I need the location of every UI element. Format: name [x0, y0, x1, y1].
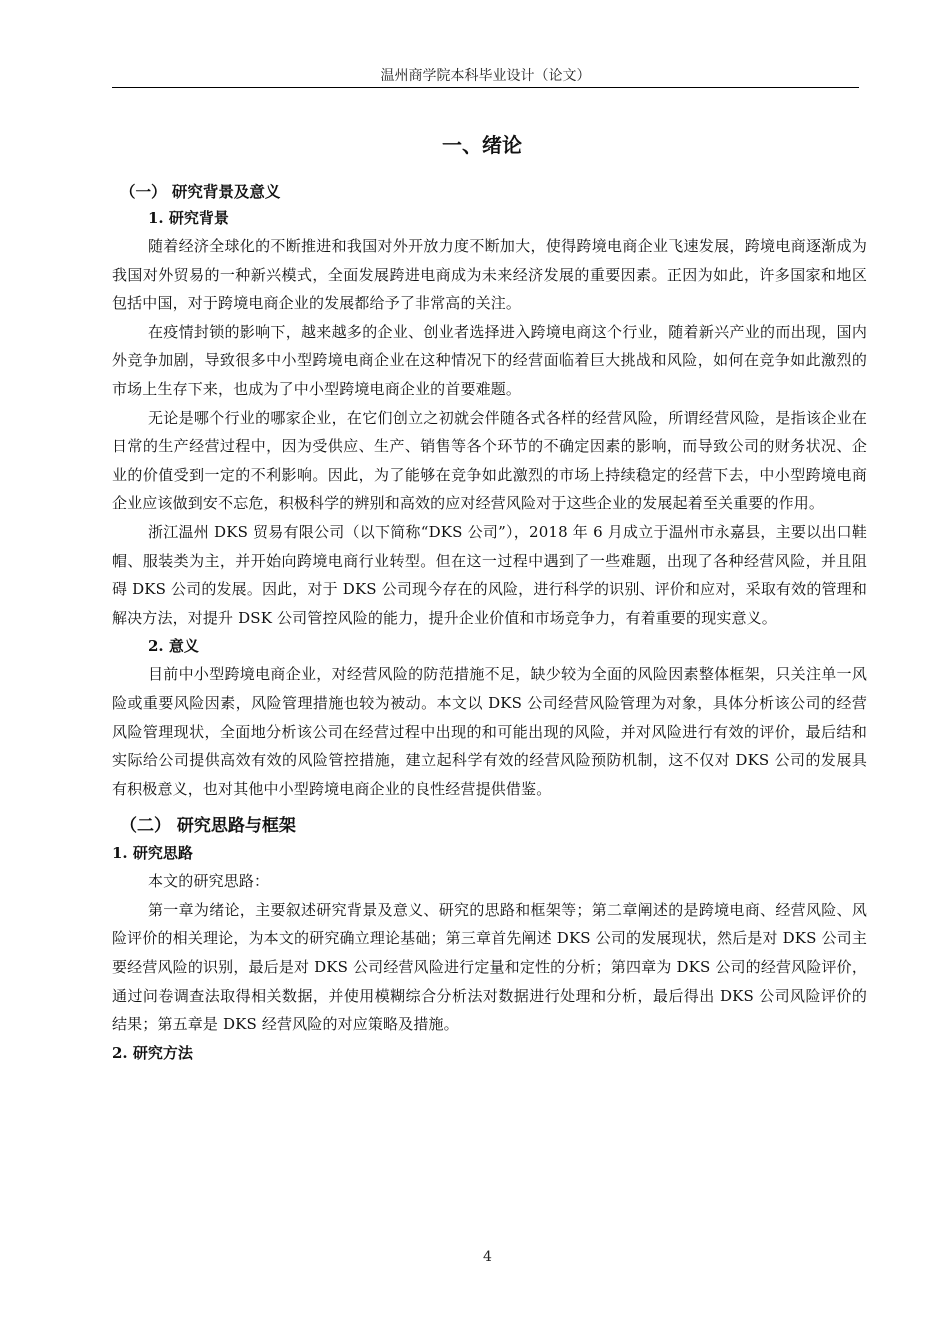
paragraph: 目前中小型跨境电商企业，对经营风险的防范措施不足，缺少较为全面的风险因素整体框架，只关注单一风险或重要风险因素，风险管理措施也较为被动。本文以 DKS 公司经营风险管理为对象，具体分析该公司的经营风险管理现状，全面地分析该公司在经营过程中出现的和可能出现的风险，并对风险进行有效的评价，最后结和实际给公司提供高效有效的风险管控措施，建立起科学有效的经营风险预防机制，这不仅对 DKS 公司的发展具有积极意义，也对其他中小型跨境电商企业的良性经营提供借鉴。 — [112, 665, 867, 798]
header-rule — [112, 87, 859, 88]
page-body — [112, 127, 867, 1067]
paragraph: 浙江温州 DKS 贸易有限公司（以下简称“DKS 公司”），2018 年 6 月成立于温州市永嘉县，主要以出口鞋帽、服装类为主，并开始向跨境电商行业转型。但在这一过程中遇到了一些难题，出现了各种经营风险，并且阻碍 DKS 公司的发展。因此，对于 DKS 公司现今存在的风险，进行科学的识别、评价和应对，采取有效的管理和解决方法，对提升 DSK 公司管控风险的能力，提升企业价值和市场竞争力，有着重要的现实意义。 — [112, 522, 867, 627]
paragraph: 随着经济全球化的不断推进和我国对外开放力度不断加大，使得跨境电商企业飞速发展，跨境电商逐渐成为我国对外贸易的一种新兴模式，全面发展跨进电商成为未来经济发展的重要因素。正因为如此，许多国家和地区包括中国，对于跨境电商企业的发展都给予了非常高的关注。 — [112, 237, 867, 313]
subsection-heading-background: 1. 研究背景 — [148, 209, 229, 227]
page-number: 4 — [483, 1249, 492, 1265]
subsection-heading-significance: 2. 意义 — [148, 637, 199, 656]
section-heading-framework: （二） 研究思路与框架 — [120, 816, 296, 837]
running-header: 温州商学院本科毕业设计（论文） — [380, 68, 591, 84]
section-heading-background: （一） 研究背景及意义 — [120, 182, 281, 201]
paragraph: 在疫情封锁的影响下，越来越多的企业、创业者选择进入跨境电商这个行业，随着新兴产业的而出现，国内外竞争加剧，导致很多中小型跨境电商企业在这种情况下的经营面临着巨大挑战和风险，如何在竞争如此激烈的市场上生存下来，也成为了中小型跨境电商企业的首要难题。 — [112, 322, 867, 398]
paragraph: 本文的研究思路： — [148, 872, 270, 891]
subsection-heading-approach: 1. 研究思路 — [112, 844, 193, 863]
paragraph: 无论是哪个行业的哪家企业，在它们创立之初就会伴随各式各样的经营风险，所谓经营风险，是指该企业在日常的生产经营过程中，因为受供应、生产、销售等各个环节的不确定因素的影响，而导致公司的财务状况、企业的价值受到一定的不利影响。因此，为了能够在竞争如此激烈的市场上持续稳定的经营下去，中小型跨境电商企业应该做到安不忘危，积极科学的辨别和高效的应对经营风险对于这些企业的发展起着至关重要的作用。 — [112, 408, 867, 513]
paragraph: 第一章为绪论，主要叙述研究背景及意义、研究的思路和框架等；第二章阐述的是跨境电商、经营风险、风险评价的相关理论，为本文的研究确立理论基础；第三章首先阐述 DKS 公司的发展现状，然后是对 DKS 公司主要经营风险的识别，最后是对 DKS 公司经营风险进行定量和定性的分析；第四章为 DKS 公司的经营风险评价，通过问卷调查法取得相关数据，并使用模糊综合分析法对数据进行处理和分析，最后得出 DKS 公司风险评价的结果；第五章是 DKS 经营风险的对应策略及措施。 — [112, 900, 867, 1034]
subsection-heading-methods: 2. 研究方法 — [112, 1043, 193, 1062]
chapter-title: 一、绪论 — [442, 133, 522, 157]
